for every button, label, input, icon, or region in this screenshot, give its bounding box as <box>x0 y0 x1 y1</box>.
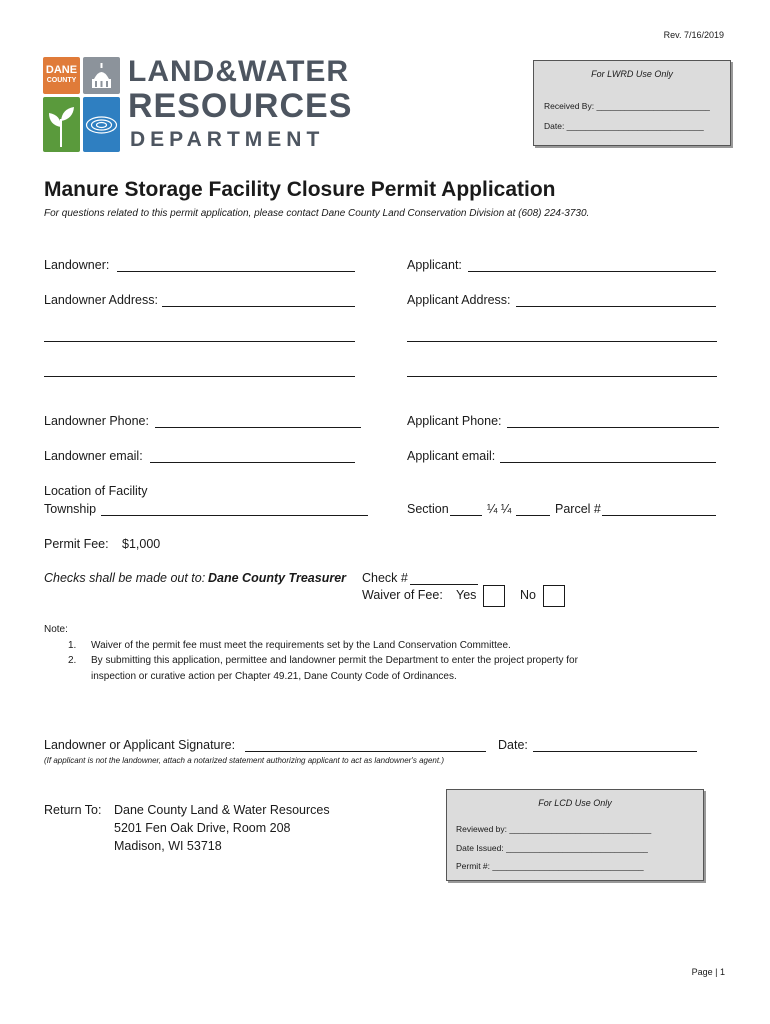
department-logo <box>43 57 393 152</box>
logo-line-3: DEPARTMENT <box>130 128 325 151</box>
signature-date-label: Date: <box>498 738 528 752</box>
parcel-line[interactable] <box>602 515 716 516</box>
check-number-line[interactable] <box>410 584 478 585</box>
note-2-number: 2. <box>68 655 77 666</box>
page-title: Manure Storage Facility Closure Permit Application <box>44 178 556 201</box>
plant-icon <box>43 97 80 152</box>
applicant-email-line[interactable] <box>500 462 716 463</box>
location-label: Location of Facility <box>44 484 148 498</box>
applicant-phone-line[interactable] <box>507 427 719 428</box>
note-1-text: Waiver of the permit fee must meet the requirements set by the Land Conservation Committee. <box>91 640 511 651</box>
waiver-yes-checkbox[interactable] <box>483 585 505 607</box>
waiver-no-label: No <box>520 588 536 602</box>
landowner-phone-label: Landowner Phone: <box>44 414 149 428</box>
landowner-address-line[interactable] <box>162 306 355 307</box>
check-number-label: Check # <box>362 571 408 585</box>
logo-line-2: RESOURCES <box>128 87 353 125</box>
signature-date-line[interactable] <box>533 751 697 752</box>
lwrd-date: Date: _____________________________ <box>544 121 704 131</box>
return-to-line-1: Dane County Land & Water Resources <box>114 803 330 817</box>
lcd-permit-number: Permit #: ________________________________ <box>456 861 644 871</box>
logo-tile-text-2: COUNTY <box>46 77 77 84</box>
revision-date: Rev. 7/16/2019 <box>663 30 724 40</box>
permit-fee-label: Permit Fee: <box>44 537 109 551</box>
applicant-address-line[interactable] <box>516 306 716 307</box>
landowner-phone-line[interactable] <box>155 427 361 428</box>
note-1-number: 1. <box>68 640 77 651</box>
section-label: Section <box>407 502 449 516</box>
lcd-box-title: For LCD Use Only <box>538 798 612 808</box>
signature-line[interactable] <box>245 751 486 752</box>
quarter-line[interactable] <box>516 515 550 516</box>
applicant-line[interactable] <box>468 271 716 272</box>
applicant-email-label: Applicant email: <box>407 449 496 463</box>
logo-tile-text-1: DANE <box>45 64 78 76</box>
waiver-yes-label: Yes <box>456 588 477 602</box>
return-to-line-2: 5201 Fen Oak Drive, Room 208 <box>114 821 291 835</box>
signature-label: Landowner or Applicant Signature: <box>44 738 236 752</box>
dane-county-tile <box>43 57 80 94</box>
waiver-no-checkbox[interactable] <box>543 585 565 607</box>
lcd-use-only-box <box>446 789 704 881</box>
landowner-line[interactable] <box>117 271 355 272</box>
landowner-label: Landowner: <box>44 258 110 272</box>
township-label: Township <box>44 502 97 516</box>
lwrd-received-by: Received By: ________________________ <box>544 101 710 111</box>
parcel-label: Parcel # <box>555 502 601 516</box>
notes-heading: Note: <box>44 624 68 635</box>
capitol-icon <box>83 57 120 94</box>
landowner-address-line-2[interactable] <box>44 341 355 342</box>
applicant-label: Applicant: <box>407 258 462 272</box>
section-line[interactable] <box>450 515 482 516</box>
checks-payee: Dane County Treasurer <box>208 571 347 585</box>
lwrd-box-title: For LWRD Use Only <box>591 69 673 79</box>
water-ripple-icon <box>83 97 120 152</box>
lwrd-use-only-box <box>533 60 731 146</box>
page-subtitle: For questions related to this permit application, please contact Dane County Land Conservation Division at (608) 224-3730. <box>44 208 590 219</box>
applicant-address-line-2[interactable] <box>407 341 717 342</box>
lcd-date-issued: Date Issued: ______________________________ <box>456 843 648 853</box>
permit-fee-amount: $1,000 <box>122 537 161 551</box>
township-line[interactable] <box>101 515 368 516</box>
waiver-label: Waiver of Fee: <box>362 588 443 602</box>
logo-line-1: LAND&WATER <box>128 55 350 88</box>
landowner-email-label: Landowner email: <box>44 449 143 463</box>
applicant-address-line-3[interactable] <box>407 376 717 377</box>
signature-note: (If applicant is not the landowner, attach a notarized statement authorizing applicant to act as landowner's agent.) <box>44 756 444 765</box>
note-2-text: By submitting this application, permittee and landowner permit the Department to enter the project property for <box>91 655 578 666</box>
page-number: Page | 1 <box>691 967 725 977</box>
quarter-label: ¼ ¼ <box>487 502 512 516</box>
landowner-email-line[interactable] <box>150 462 355 463</box>
checks-label: Checks shall be made out to: <box>44 571 206 585</box>
landowner-address-label: Landowner Address: <box>44 293 158 307</box>
note-2-text-cont: inspection or curative action per Chapter 49.21, Dane County Code of Ordinances. <box>91 671 457 682</box>
lcd-reviewed-by: Reviewed by: ______________________________ <box>456 824 652 834</box>
return-to-label: Return To: <box>44 803 102 817</box>
applicant-address-label: Applicant Address: <box>407 293 511 307</box>
applicant-phone-label: Applicant Phone: <box>407 414 502 428</box>
return-to-line-3: Madison, WI 53718 <box>114 839 222 853</box>
landowner-address-line-3[interactable] <box>44 376 355 377</box>
